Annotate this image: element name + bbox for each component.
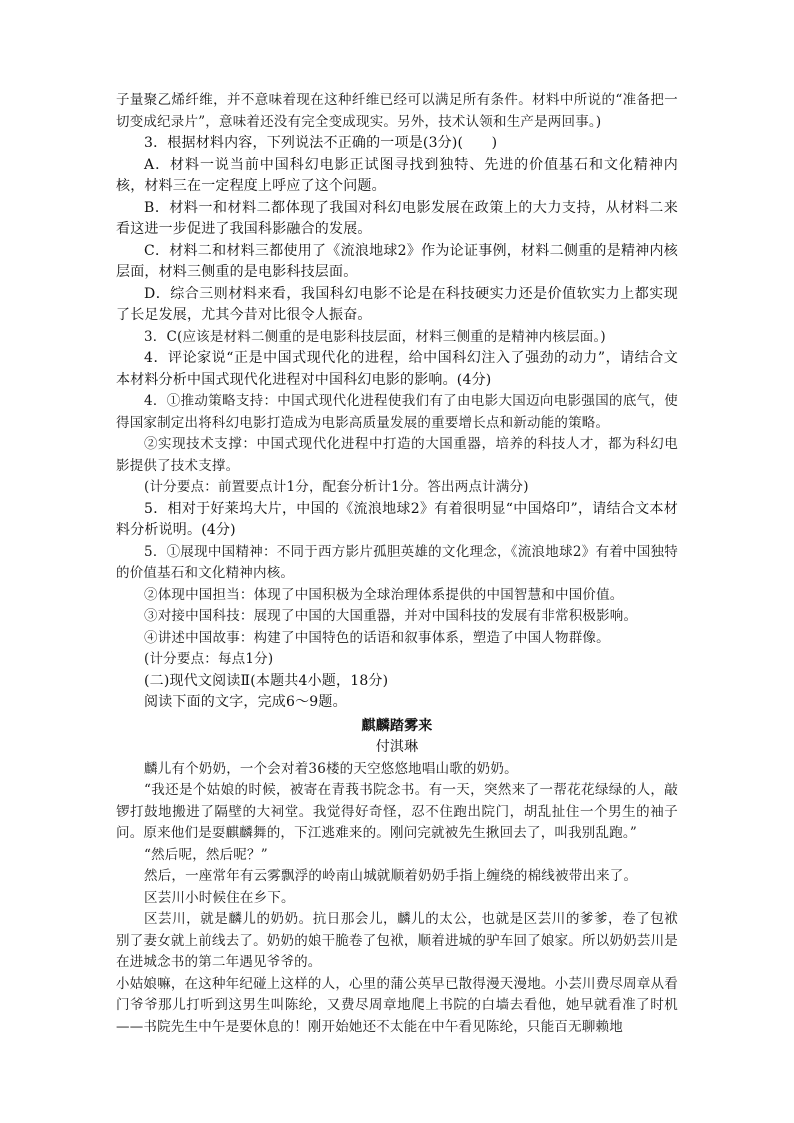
paragraph: (计分要点：每点1分) [144, 651, 274, 667]
paragraph: (二)现代文阅读Ⅱ(本题共4小题，18分) [144, 672, 389, 689]
paragraph: 麟儿有个奶奶，一个会对着36楼的天空悠悠地唱山歌的奶奶。 [144, 760, 518, 777]
paragraph: A．材料一说当前中国科幻电影正试图寻找到独特、先进的价值基石和文化精神内核，材料三在一定程度上呼应了这个问题。 [116, 156, 678, 194]
paragraph: C．材料二和材料三都使用了《流浪地球2》作为论证事例，材料二侧重的是精神内核层面，材料三侧重的是电影科技层面。 [116, 242, 678, 280]
paragraph: 区芸川，就是麟儿的奶奶。抗日那会儿，麟儿的太公，也就是区芸川的爹爹，卷了包袱别了妻女就上前线去了。奶奶的娘干脆卷了包袱，顺着进城的驴车回了娘家。所以奶奶芸川是在进城念书的第二年遇见爷爷的。 [116, 911, 678, 970]
paragraph: 3．C(应该是材料二侧重的是电影科技层面，材料三侧重的是精神内核层面。) [144, 328, 606, 345]
paragraph: 5．①展现中国精神：不同于西方影片孤胆英雄的文化理念，《流浪地球2》有着中国独特的价值基石和文化精神内核。 [116, 543, 678, 581]
article-title: 麒麟踏雾来 [361, 717, 433, 734]
paragraph: 4．评论家说“正是中国式现代化的进程，给中国科幻注入了强劲的动力”，请结合文本材料分析中国式现代化进程对中国科幻电影的影响。(4分) [116, 350, 678, 388]
paragraph: B．材料一和材料二都体现了我国对科幻电影发展在政策上的大力支持，从材料二来看这进一步促进了我国科影融合的发展。 [116, 199, 678, 237]
paragraph: ②体现中国担当：体现了中国积极为全球治理体系提供的中国智慧和中国价值。 [144, 586, 624, 603]
paragraph: 区芸川小时候住在乡下。 [144, 889, 295, 906]
paragraph: (计分要点：前置要点计1分，配套分析计1分。答出两点计满分) [144, 479, 529, 495]
paragraph: 3．根据材料内容，下列说法不正确的一项是(3分)( ) [144, 135, 498, 151]
paragraph: D．综合三则材料来看，我国科幻电影不论是在科技硬实力还是价值软实力上都实现了长足发展，尤其今昔对比很令人振奋。 [116, 285, 678, 323]
paragraph: “然后呢，然后呢？” [144, 846, 268, 863]
paragraph: 阅读下面的文字，完成6～9题。 [144, 694, 347, 710]
paragraph: 4．①推动策略支持：中国式现代化进程使我们有了由电影大国迈向电影强国的底气，使得国家制定出将科幻电影打造成为电影高质量发展的重要增长点和新动能的策略。 [116, 393, 678, 431]
paragraph: 5．相对于好莱坞大片，中国的《流浪地球2》有着很明显“中国烙印”，请结合文本材料分析说明。(4分) [116, 500, 678, 538]
paragraph: “我还是个姑娘的时候，被寄在青莪书院念书。有一天，突然来了一帮花花绿绿的人，敲锣打鼓地搬进了隔壁的大祠堂。我觉得好奇怪，忍不住跑出院门，胡乱扯住一个男生的袖子问。原来他们是耍麒麟舞的，下江逃难来的。刚问完就被先生揪回去了，叫我别乱跑。” [116, 782, 678, 841]
paragraph: 然后，一座常年有云雾飘浮的岭南山城就顺着奶奶手指上缠绕的棉线被带出来了。 [144, 868, 638, 884]
paragraph: ③对接中国科技：展现了中国的大国重器，并对中国科技的发展有非常积极影响。 [144, 608, 638, 624]
paragraph: ④讲述中国故事：构建了中国特色的话语和叙事体系，塑造了中国人物群像。 [144, 629, 610, 646]
paragraph: 小姑娘嘛，在这种年纪碰上这样的人，心里的蒲公英早已散得漫天漫地。小芸川费尽周章从看门爷爷那儿打听到这男生叫陈纶，又费尽周章地爬上书院的白墙去看他，她早就看准了时机——书院先生中午是要休息的！刚开始她还不太能在中午看见陈纶，只能百无聊赖地 [116, 975, 678, 1035]
article-author: 付淇琳 [375, 739, 419, 755]
paragraph: ②实现技术支撑：中国式现代化进程中打造的大国重器，培养的科技人才，都为科幻电影提供了技术支撑。 [116, 436, 678, 474]
paragraph: 子量聚乙烯纤维，并不意味着现在这种纤维已经可以满足所有条件。材料中所说的“准备把一切变成纪录片”，意味着还没有完全变成现实。另外，技术认领和生产是两回事。) [116, 92, 678, 130]
